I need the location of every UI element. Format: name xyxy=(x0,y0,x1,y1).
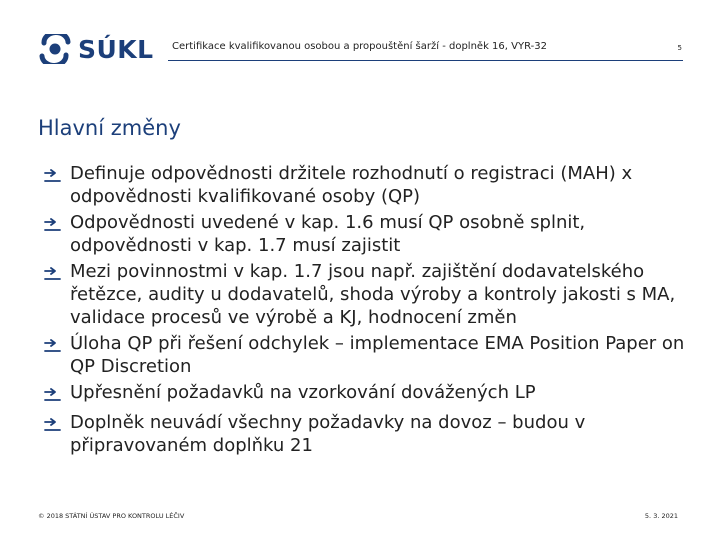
header-divider xyxy=(168,60,683,61)
bullet-text: Odpovědnosti uvedené v kap. 1.6 musí QP osobně splnit, odpovědnosti v kap. 1.7 musí zajistit xyxy=(70,212,586,256)
footer-date: 5. 3. 2021 xyxy=(644,512,678,520)
bullet-arrow-icon xyxy=(44,381,70,408)
bullet-text: Definuje odpovědnosti držitele rozhodnutí o registraci (MAH) x odpovědnosti kvalifikované osoby (QP) xyxy=(70,163,633,207)
bullet-item xyxy=(44,381,694,408)
bullet-arrow-icon xyxy=(44,411,70,438)
bullet-item xyxy=(44,411,694,457)
footer-copyright: © 2018 STÁTNÍ ÚSTAV PRO KONTROLU LÉČIV xyxy=(38,512,185,520)
bullet-item xyxy=(44,211,694,257)
bullet-arrow-icon xyxy=(44,162,70,189)
bullet-arrow-icon xyxy=(44,260,70,287)
logo-text: SÚKL xyxy=(78,34,154,64)
sukl-logo-icon xyxy=(38,34,72,64)
bullet-text: Úloha QP při řešení odchylek – implementace EMA Position Paper on QP Discretion xyxy=(70,333,685,377)
bullet-item xyxy=(44,162,694,208)
bullet-text: Doplněk neuvádí všechny požadavky na dovoz – budou v připravovaném doplňku 21 xyxy=(70,412,586,456)
bullet-item xyxy=(44,260,694,329)
bullet-text: Mezi povinnostmi v kap. 1.7 jsou např. zajištění dodavatelského řetězce, audity u dodavatelů, shoda výroby a kontroly jakosti s MA, validace procesů ve výrobě a KJ, hodnocení změn xyxy=(70,261,676,328)
page-number: 5 xyxy=(677,44,682,52)
sukl-logo xyxy=(38,34,154,64)
bullet-item xyxy=(44,332,694,378)
bullet-arrow-icon xyxy=(44,211,70,238)
slide-title: Hlavní změny xyxy=(38,116,181,140)
document-header-title: Certifikace kvalifikovanou osobou a propouštění šarží - doplněk 16, VYR-32 xyxy=(172,41,547,52)
bullet-list xyxy=(44,162,694,460)
bullet-arrow-icon xyxy=(44,332,70,359)
bullet-text: Upřesnění požadavků na vzorkování dovážených LP xyxy=(70,382,536,403)
